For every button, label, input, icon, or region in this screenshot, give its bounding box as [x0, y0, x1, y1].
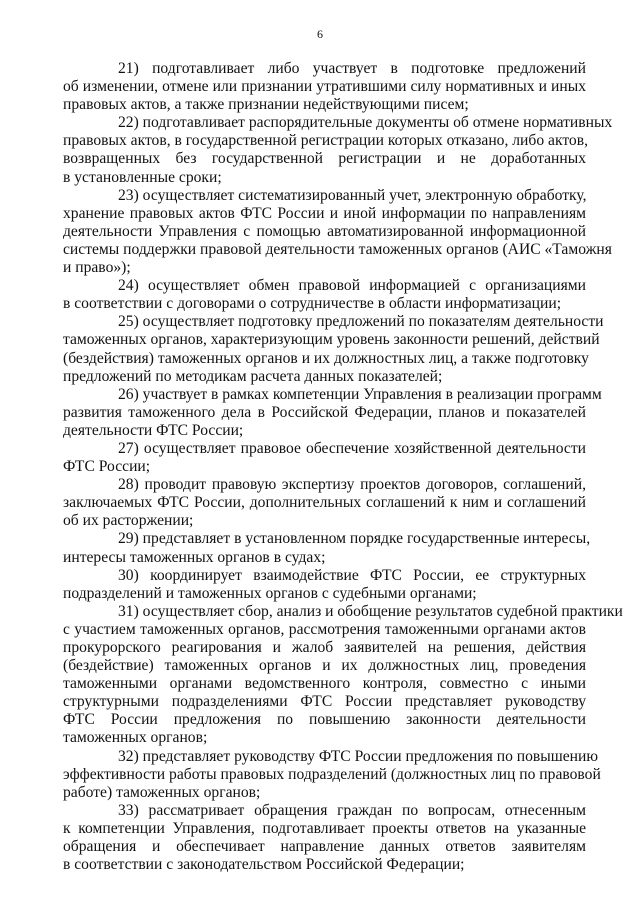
paragraph [63, 567, 586, 603]
paragraph-line: возвращенных без государственной регистрации и не доработанных [63, 150, 586, 168]
paragraph-line: 23) осуществляет систематизированный учет, электронную обработку, [118, 186, 587, 204]
paragraph-line: 28) проводит правовую экспертизу проектов договоров, соглашений, [118, 476, 586, 494]
paragraph [63, 313, 604, 385]
paragraph-line: об их расторжении; [63, 512, 194, 530]
paragraph-line: таможенными органами ведомственного контроля, совместно с иными [63, 675, 586, 693]
paragraph-line: к компетенции Управления, подготавливает проекты ответов на указанные [63, 819, 586, 837]
paragraph-line: развития таможенного дела в Российской Федерации, планов и показателей [63, 403, 586, 421]
paragraph-line: об изменении, отмене или признании утратившими силу нормативных и иных [63, 78, 586, 96]
paragraph-line: 21) подготавливает либо участвует в подготовке предложений [118, 60, 586, 77]
paragraph-line: 31) осуществляет сбор, анализ и обобщение результатов судебной практики [118, 602, 623, 620]
paragraph-line: правовых актов, а также признании недействующими писем; [63, 96, 469, 114]
paragraph-line: интересы таможенных органов в судах; [63, 548, 326, 566]
paragraph-line: работе) таможенных органов; [63, 783, 261, 801]
document-body [63, 60, 623, 874]
paragraph-line: эффективности работы правовых подразделений (должностных лиц по правовой [63, 765, 601, 783]
paragraph-line: в установленные сроки; [63, 168, 222, 186]
paragraph [63, 602, 623, 748]
page-number: 6 [317, 27, 323, 41]
paragraph-line: 27) осуществляет правовое обеспечение хозяйственной деятельности [118, 439, 586, 457]
paragraph-line: 30) координирует взаимодействие ФТС России, ее структурных [118, 566, 586, 584]
paragraph [63, 186, 612, 277]
paragraph-line: хранение правовых актов ФТС России и иной информации по направлениям [63, 204, 586, 222]
paragraph [63, 60, 586, 114]
paragraph [63, 440, 586, 476]
paragraph-line: 24) осуществляет обмен правовой информацией с организациями [118, 277, 586, 295]
paragraph-line: 25) осуществляет подготовку предложений по показателям деятельности [118, 313, 604, 331]
paragraph-line: системы поддержки правовой деятельности таможенных органов (АИС «Таможня [63, 240, 612, 258]
paragraph-line: ФТС России предложения по повышению законности деятельности [63, 711, 586, 729]
paragraph [63, 530, 591, 566]
paragraph-line: предложений по методикам расчета данных показателей; [63, 367, 443, 385]
paragraph [63, 277, 586, 313]
paragraph [63, 476, 586, 530]
paragraph-line: 33) рассматривает обращения граждан по вопросам, отнесенным [118, 801, 586, 819]
paragraph-line: деятельности Управления с помощью автоматизированной информационной [63, 222, 586, 240]
paragraph-line: 22) подготавливает распорядительные документы об отмене нормативных [118, 114, 613, 132]
paragraph-line: таможенных органов; [63, 729, 208, 747]
paragraph-line: правовых актов, в государственной регистрации которых отказано, либо актов, [63, 132, 588, 150]
paragraph-line: прокурорского реагирования и жалоб заявителей на решения, действия [63, 639, 586, 656]
paragraph-line: 29) представляет в установленном порядке государственные интересы, [118, 530, 591, 548]
paragraph-line: с участием таможенных органов, рассмотрения таможенными органами актов [63, 620, 586, 638]
paragraph-line: 26) участвует в рамках компетенции Управления в реализации программ [118, 385, 602, 403]
paragraph-line: деятельности ФТС России; [63, 421, 244, 439]
paragraph-line: (бездействие) таможенных органов и их должностных лиц, проведения [63, 657, 586, 675]
paragraph [63, 802, 586, 874]
paragraph-line: в соответствии с законодательством Российской Федерации; [63, 856, 465, 874]
paragraph [63, 114, 613, 186]
paragraph-line: подразделений и таможенных органов с судебными органами; [63, 584, 477, 602]
paragraph-line: ФТС России; [63, 458, 151, 476]
paragraph-line: в соответствии с договорами о сотрудничестве в области информатизации; [63, 295, 562, 313]
paragraph-line: и право»); [63, 259, 131, 277]
paragraph [63, 385, 602, 440]
paragraph-line: структурными подразделениями ФТС России представляет руководству [63, 693, 586, 711]
paragraph-line: 32) представляет руководству ФТС России предложения по повышению [118, 747, 599, 765]
paragraph-line: обращения и обеспечивает направление данных ответов заявителям [63, 838, 586, 856]
paragraph-line: таможенных органов, характеризующим уровень законности решений, действий [63, 331, 600, 349]
paragraph [63, 747, 601, 802]
paragraph-line: (бездействия) таможенных органов и их должностных лиц, а также подготовку [63, 349, 589, 367]
paragraph-line: заключаемых ФТС России, дополнительных соглашений к ним и соглашений [63, 494, 586, 512]
